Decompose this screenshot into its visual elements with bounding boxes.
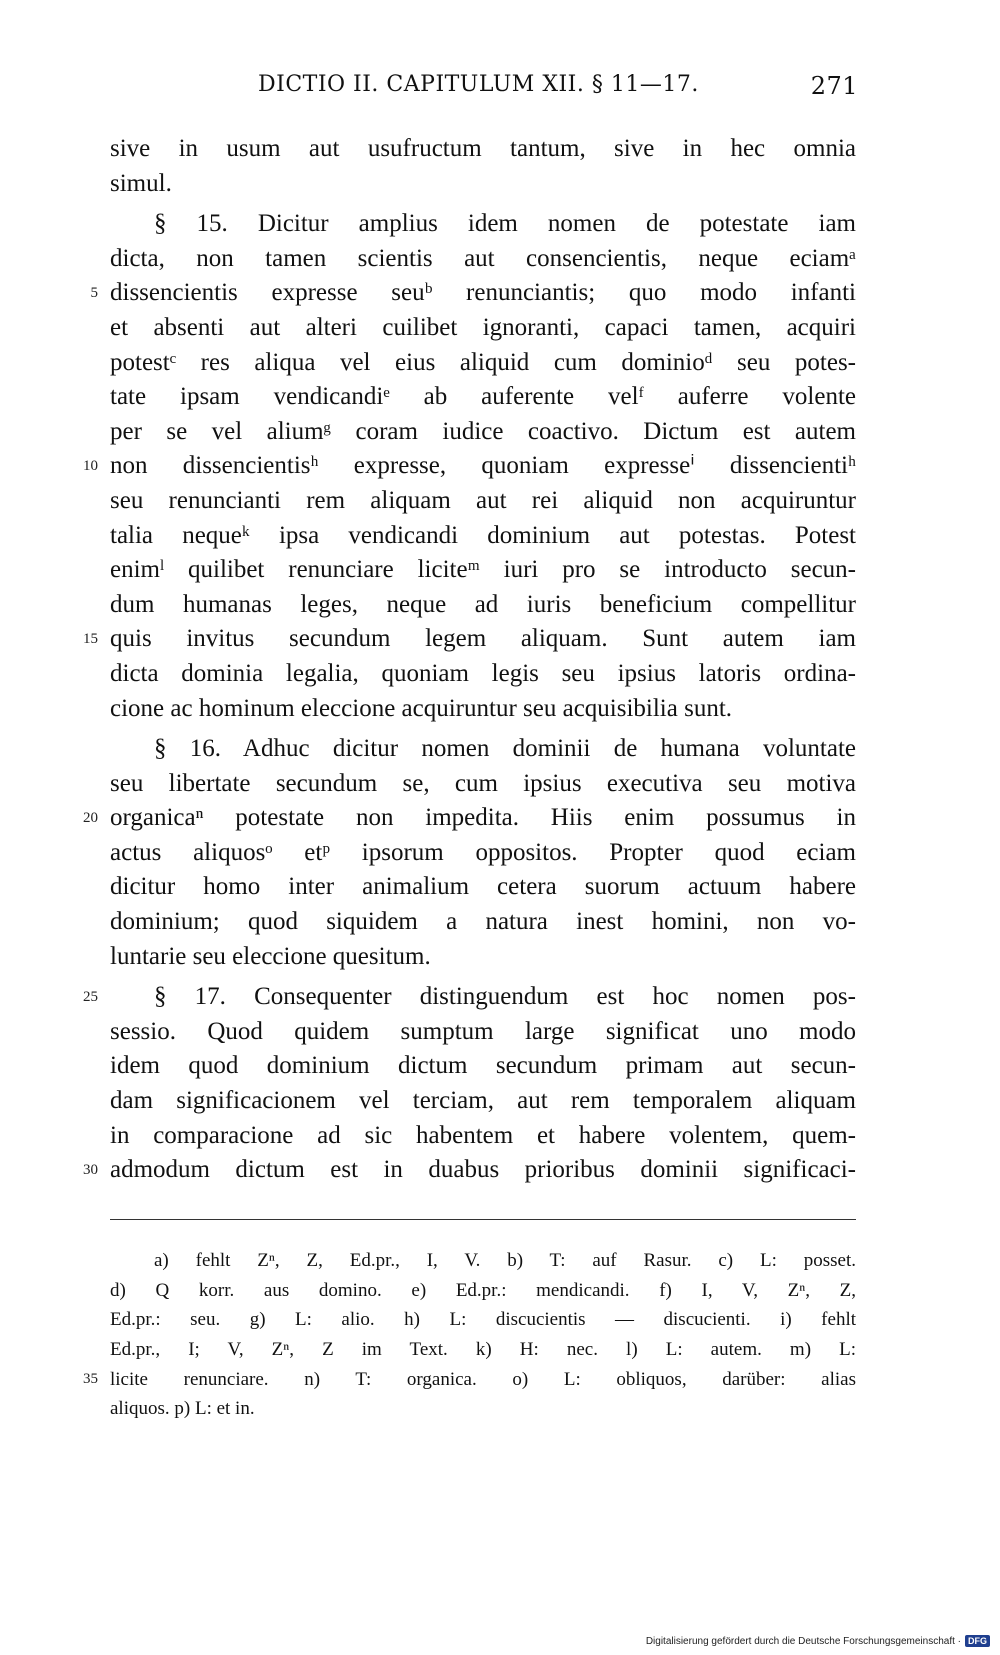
text-line: dominium; quod siquidem a natura inest homini, non vo- [110, 908, 856, 936]
text-line: sessio. Quod quidem sumptum large significat uno modo [110, 1017, 856, 1045]
text-line: actus aliquosᵒ etᵖ ipsorum oppositos. Propter quod eciam [110, 838, 856, 866]
text-line: potestᶜ res aliqua vel eius aliquid cum dominioᵈ seu potes- [110, 348, 856, 376]
paragraph-17-start: 25 § 17. Consequenter distinguendum est hoc nomen pos- [110, 980, 856, 1015]
text-line: cione ac hominum eleccione acquiruntur seu acquisibilia sunt. [110, 694, 733, 722]
text-line: tate ipsam vendicandiᵉ ab auferente velᶠ auferre volente [110, 383, 856, 411]
paragraph-15-start: § 15. Dicitur amplius idem nomen de potestate iam [154, 210, 856, 238]
text-line: talia nequeᵏ ipsa vendicandi dominium aut potestas. Potest [110, 521, 856, 549]
digitization-credit [646, 1635, 990, 1647]
line-number: 10 [83, 458, 98, 475]
text-line: idem quod dominium dictum secundum primam aut secun- [110, 1052, 856, 1080]
line-number: 20 [83, 810, 98, 827]
text-line: per se vel aliumᵍ coram iudice coactivo. Dictum est autem [110, 417, 856, 445]
text-line: 10 non dissencientisʰ expresse, quoniam expresseⁱ dissencientiʰ [110, 449, 856, 484]
footnote-line: Ed.pr.: seu. g) L: alio. h) L: discucientis — discucienti. i) fehlt [110, 1309, 856, 1331]
paragraph-16-start: § 16. Adhuc dicitur nomen dominii de humana voluntate [154, 735, 856, 763]
text-line: dam significacionem vel terciam, aut rem temporalem aliquam [110, 1087, 856, 1115]
text-line: seu renuncianti rem aliquam aut rei aliquid non acquiruntur [110, 486, 856, 514]
footnote-divider [110, 1219, 856, 1220]
footnote-line: a) fehlt Zⁿ, Z, Ed.pr., I, V. b) T: auf Rasur. c) L: posset. [154, 1250, 856, 1271]
text-line: dicta dominia legalia, quoniam legis seu ipsius latoris ordina- [110, 659, 856, 687]
footnote-line: Ed.pr., I; V, Zⁿ, Z im Text. k) H: nec. l) L: autem. m) L: [110, 1339, 856, 1361]
footnote-line: 35 licite renunciare. n) T: organica. o) L: obliquos, darüber: alias [110, 1365, 856, 1395]
credit-text: Digitalisierung gefördert durch die Deutsche Forschungsgemeinschaft · [645, 1635, 961, 1647]
text-line: sive in usum aut usufructum tantum, sive in hec omnia [110, 135, 856, 162]
line-number: 25 [83, 989, 98, 1006]
text-line: 20 organicaⁿ potestate non impedita. Hiis enim possumus in [110, 801, 856, 836]
text-line: luntarie seu eleccione quesitum. [110, 942, 431, 970]
text-line: et absenti aut alteri cuilibet ignoranti, capaci tamen, acquiri [110, 313, 856, 341]
running-title: DICTIO II. CAPITULUM XII. § 11—17. [258, 72, 699, 97]
dfg-logo-icon: DFG [965, 1635, 990, 1647]
text-line: dicta, non tamen scientis aut consencientis, neque eciamᵃ [110, 244, 856, 272]
footnotes [83, 1246, 856, 1424]
text-line: simul. [110, 169, 172, 197]
text-line: 15 quis invitus secundum legem aliquam. Sunt autem iam [110, 622, 856, 657]
text-line: dum humanas leges, neque ad iuris beneficium compellitur [110, 590, 856, 618]
text-line: enimˡ quilibet renunciare liciteᵐ iuri pro se introducto secun- [110, 556, 856, 584]
line-number: 5 [90, 285, 98, 302]
line-number: 15 [83, 631, 98, 648]
text-line: in comparacione ad sic habentem et habere volentem, quem- [110, 1121, 856, 1149]
line-number: 30 [83, 1162, 98, 1179]
footnote-line: d) Q korr. aus domino. e) Ed.pr.: mendicandi. f) I, V, Zⁿ, Z, [110, 1279, 856, 1301]
text-line: 30 admodum dictum est in duabus prioribus dominii significaci- [110, 1153, 856, 1188]
line-number: 35 [83, 1370, 98, 1387]
text-line: 5 dissencientis expresse seuᵇ renunciantis; quo modo infanti [110, 276, 856, 311]
page-number: 271 [810, 72, 858, 100]
text-line: seu libertate secundum se, cum ipsius executiva seu motiva [110, 769, 856, 797]
footnote-line: aliquos. p) L: et in. [110, 1398, 255, 1420]
text-line: dicitur homo inter animalium cetera suorum actuum habere [110, 873, 856, 901]
main-text [83, 132, 856, 1188]
